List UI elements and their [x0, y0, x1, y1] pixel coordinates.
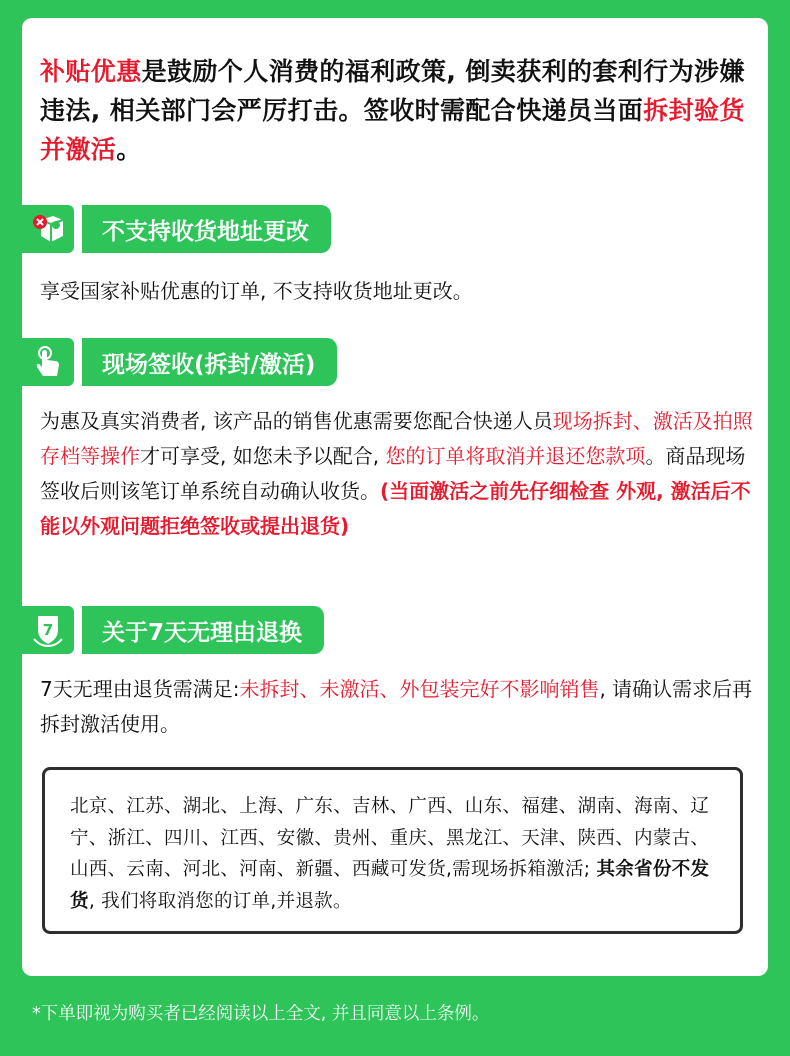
signing-text-2: 才可享受, 如您未予以配合, — [140, 444, 386, 468]
return-text-1: 7天无理由退货需满足: — [40, 677, 240, 701]
section-header-signing — [22, 338, 368, 386]
return-text-2: , 请确认需求后再拆封激活使用。 — [40, 677, 753, 736]
tap-hand-icon — [22, 338, 74, 386]
section-body-address: 享受国家补贴优惠的订单, 不支持收货地址更改。 — [40, 279, 473, 303]
section-header-return — [22, 606, 368, 654]
shipping-region-box — [42, 767, 743, 934]
signing-highlight-1: 现场拆封、激活及拍照存档等操作 — [40, 409, 753, 468]
signing-text-1: 为惠及真实消费者, 该产品的销售优惠需要您配合快递人员 — [40, 409, 553, 433]
region-text-1: 北京、江苏、湖北、上海、广东、吉林、广西、山东、福建、湖南、海南、辽宁、浙江、四川、江西、安徽、贵州、重庆、黑龙江、天津、陕西、内蒙古、山西、云南、河北、河南、新疆、西藏可发货,需现场拆箱激活; — [70, 796, 710, 880]
region-text-2: , 我们将取消您的订单,并退款。 — [88, 890, 352, 912]
intro-highlight: 拆封验货并激活 — [40, 96, 745, 164]
signing-warning: (当面激活之前先仔细检查 外观, 激活后不能以外观问题拒绝签收或提出退货) — [40, 479, 751, 538]
signing-highlight-2: 您的订单将取消并退还您款项 — [385, 444, 646, 468]
seven-day-icon-label: 7 — [42, 621, 54, 639]
intro-lead-highlight: 补贴优惠 — [40, 57, 142, 86]
section-title-signing: 现场签收(拆封/激活) — [82, 338, 337, 386]
intro-text: 是鼓励个人消费的福利政策, 倒卖获利的套利行为涉嫌违法, 相关部门会严厉打击。签收时需配合快递员当面 — [40, 57, 745, 125]
return-highlight: 未拆封、未激活、外包装完好不影响销售 — [239, 677, 600, 701]
section-title-return: 关于7天无理由退换 — [82, 606, 324, 654]
signing-text-3: 。商品现场签收后则该笔订单系统自动确认收货。 — [40, 444, 746, 503]
intro-paragraph — [40, 52, 755, 169]
seven-day-shield-icon — [22, 606, 74, 654]
region-highlight: 其余省份不发货 — [70, 859, 710, 912]
section-title-address: 不支持收货地址更改 — [82, 205, 331, 253]
section-header-address — [22, 205, 368, 253]
intro-tail: 。 — [116, 135, 142, 164]
box-location-icon — [22, 205, 74, 253]
section-body-signing — [40, 404, 755, 544]
notice-card — [22, 18, 768, 976]
shipping-region-text — [70, 791, 720, 917]
footer-disclaimer: *下单即视为购买者已经阅读以上全文, 并且同意以上条例。 — [32, 1004, 490, 1024]
section-body-return — [40, 672, 755, 742]
